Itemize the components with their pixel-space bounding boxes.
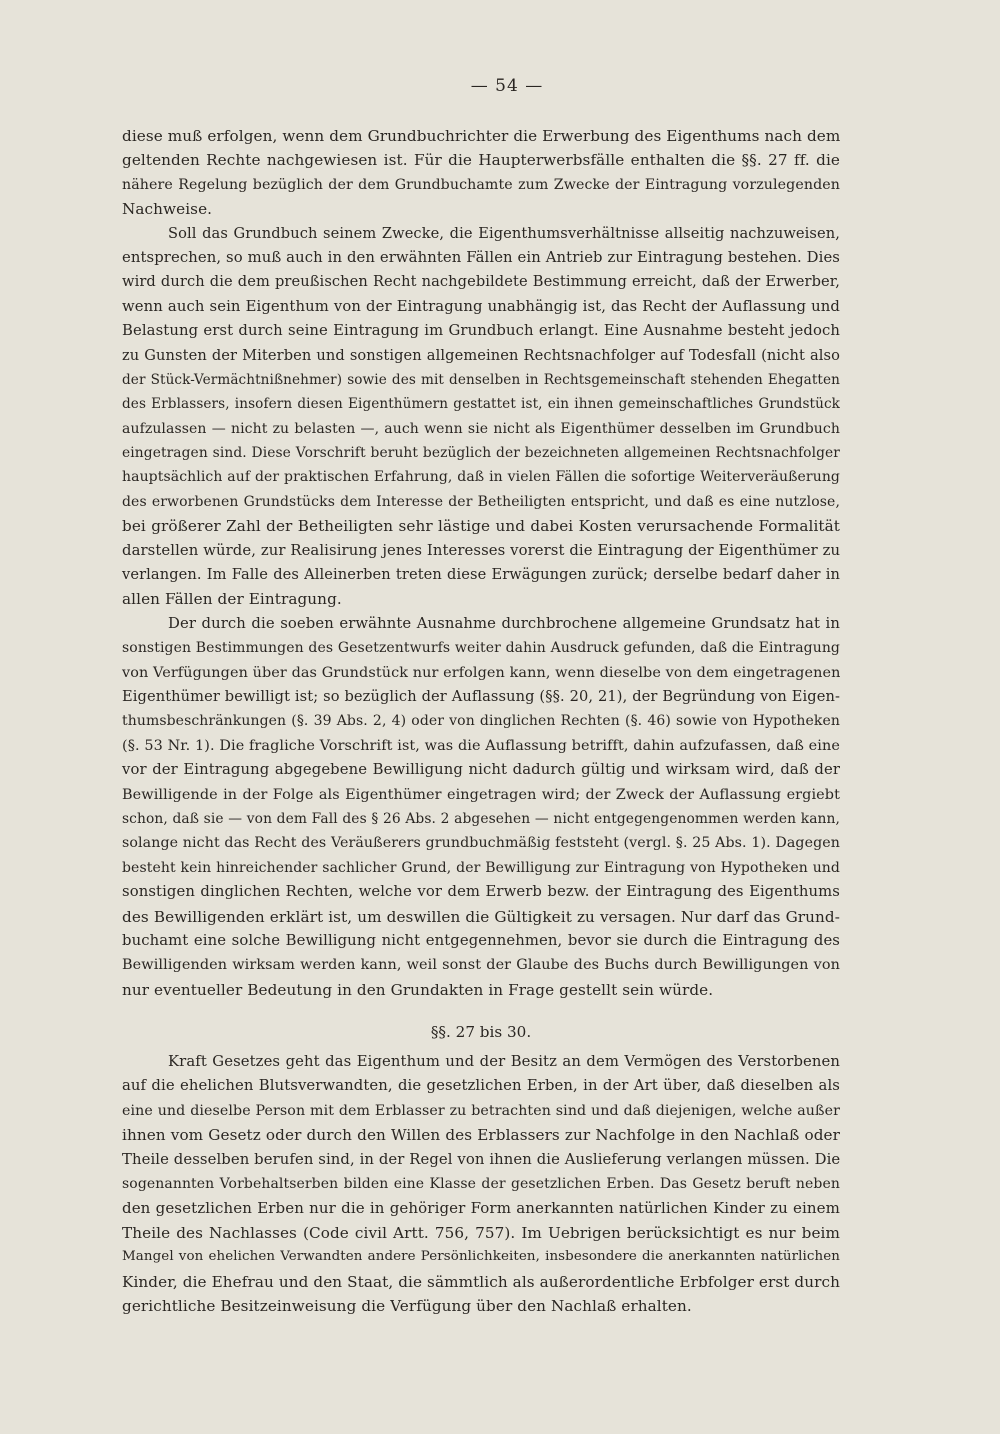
text-line: Eigenthümer bewilligt ist; so bezüglich der Auflassung (§§. 20, 21), der Begründung von Eigen-: [122, 687, 840, 705]
text-line: nähere Regelung bezüglich der dem Grundbuchamte zum Zwecke der Eintragung vorzulegenden: [122, 176, 840, 193]
page-number: — 54 —: [470, 76, 544, 96]
text-line: der Stück-Vermächtnißnehmer) sowie des mit denselben in Rechtsgemeinschaft stehenden Ehegatten: [122, 371, 840, 388]
text-line: des Bewilligenden erklärt ist, um deswillen die Gültigkeit zu versagen. Nur darf das Grund-: [122, 907, 840, 926]
paragraph-2: [122, 222, 840, 612]
text-line: bei größerer Zahl der Betheiligten sehr lästige und dabei Kosten verursachende Formalität: [122, 517, 840, 536]
text-line: diese muß erfolgen, wenn dem Grundbuchrichter die Erwerbung des Eigenthums nach dem: [122, 127, 841, 145]
paragraph-1: [122, 124, 840, 222]
text-line: verlangen. Im Falle des Alleinerben treten diese Erwägungen zurück; derselbe bedarf daher in: [122, 566, 840, 584]
text-line: besteht kein hinreichender sachlicher Grund, der Bewilligung zur Eintragung von Hypotheken und: [122, 859, 840, 876]
text-line: Mangel von ehelichen Verwandten andere Persönlichkeiten, insbesondere die anerkannten natürlichen: [122, 1249, 840, 1265]
text-line: Theile des Nachlasses (Code civil Artt. 756, 757). Im Uebrigen berücksichtigt es nur beim: [122, 1223, 840, 1242]
text-line: Theile desselben berufen sind, in der Regel von ihnen die Auslieferung verlangen müssen. Die: [122, 1150, 841, 1168]
text-line: thumsbeschränkungen (§. 39 Abs. 2, 4) oder von dinglichen Rechten (§. 46) sowie von Hypotheken: [122, 713, 840, 730]
paragraph-3: [122, 612, 840, 1002]
text-line: nur eventueller Bedeutung in den Grundakten in Frage gestellt sein würde.: [122, 980, 714, 999]
text-line: wenn auch sein Eigenthum von der Eintragung unabhängig ist, das Recht der Auflassung und: [122, 297, 840, 315]
text-line: eingetragen sind. Diese Vorschrift beruht bezüglich der bezeichneten allgemeinen Rechtsnachfolger: [122, 445, 840, 462]
text-line: sogenannten Vorbehaltserben bilden eine Klasse der gesetzlichen Erben. Das Gesetz beruft neben: [122, 1176, 840, 1193]
text-line: entsprechen, so muß auch in den erwähnten Fällen ein Antrieb zur Eintragung bestehen. Dies: [122, 248, 840, 266]
text-line: Kinder, die Ehefrau und den Staat, die sämmtlich als außerordentliche Erbfolger erst durch: [122, 1272, 840, 1291]
text-line: Nachweise.: [122, 200, 213, 219]
text-line: Bewilligende in der Folge als Eigenthümer eingetragen wird; der Zweck der Auflassung ergiebt: [122, 786, 840, 803]
text-line: eine und dieselbe Person mit dem Erblasser zu betrachten sind und daß diejenigen, welche außer: [122, 1102, 840, 1119]
text-line: darstellen würde, zur Realisirung jenes Interesses vorerst die Eintragung der Eigenthümer zu: [122, 541, 841, 559]
text-line: ihnen vom Gesetz oder durch den Willen des Erblassers zur Nachfolge in den Nachlaß oder: [122, 1126, 840, 1145]
text-line: auf die ehelichen Blutsverwandten, die gesetzlichen Erben, in der Art über, daß dieselben als: [122, 1077, 840, 1095]
text-line: buchamt eine solche Bewilligung nicht entgegennehmen, bevor sie durch die Eintragung des: [122, 931, 840, 949]
text-line: gerichtliche Besitzeinweisung die Verfügung über den Nachlaß erhalten.: [122, 1296, 692, 1315]
text-line: wird durch die dem preußischen Recht nachgebildete Bestimmung erreicht, daß der Erwerber,: [122, 273, 840, 291]
text-line: Bewilligenden wirksam werden kann, weil sonst der Glaube des Buchs durch Bewilligungen von: [122, 957, 840, 974]
text-line: vor der Eintragung abgegebene Bewilligung nicht dadurch gültig und wirksam wird, daß der: [122, 761, 840, 779]
body-text: [122, 124, 840, 1318]
text-line: solange nicht das Recht des Veräußerers grundbuchmäßig feststeht (vergl. §. 25 Abs. 1). Dagegen: [122, 835, 840, 852]
text-line: geltenden Rechte nachgewiesen ist. Für die Haupterwerbsfälle enthalten die §§. 27 ff. die: [122, 151, 840, 170]
text-line: Soll das Grundbuch seinem Zwecke, die Eigenthumsverhältnisse allseitig nachzuweisen,: [168, 224, 840, 242]
text-line: allen Fällen der Eintragung.: [122, 590, 342, 609]
text-line: Belastung erst durch seine Eintragung im Grundbuch erlangt. Eine Ausnahme besteht jedoch: [122, 322, 840, 340]
text-line: Der durch die soeben erwähnte Ausnahme durchbrochene allgemeine Grundsatz hat in: [168, 614, 840, 632]
text-line: aufzulassen — nicht zu belasten —, auch wenn sie nicht als Eigenthümer desselben im Grundbuch: [122, 420, 840, 437]
text-line: den gesetzlichen Erben nur die in gehöriger Form anerkannten natürlichen Kinder zu einem: [122, 1199, 840, 1218]
section-paragraph-1: [122, 1050, 840, 1318]
text-line: (§. 53 Nr. 1). Die fragliche Vorschrift ist, was die Auflassung betrifft, dahin aufzufassen, daß eine: [122, 737, 840, 754]
text-line: zu Gunsten der Miterben und sonstigen allgemeinen Rechtsnachfolger auf Todesfall (nicht also: [122, 346, 840, 364]
section-heading: §§. 27 bis 30.: [430, 1023, 532, 1042]
text-line: sonstigen Bestimmungen des Gesetzentwurfs weiter dahin Ausdruck gefunden, daß die Eintragung: [122, 640, 840, 657]
text-line: des erworbenen Grundstücks dem Interesse der Betheiligten entspricht, und daß es eine nutzlose,: [122, 493, 840, 510]
text-line: Kraft Gesetzes geht das Eigenthum und der Besitz an dem Vermögen des Verstorbenen: [168, 1053, 840, 1071]
text-line: sonstigen dinglichen Rechten, welche vor dem Erwerb bezw. der Eintragung des Eigenthums: [122, 883, 840, 901]
text-line: von Verfügungen über das Grundstück nur erfolgen kann, wenn dieselbe von dem eingetragenen: [122, 664, 841, 681]
text-line: des Erblassers, insofern diesen Eigenthümern gestattet ist, ein ihnen gemeinschaftliches Grundstück: [122, 396, 840, 413]
text-line: schon, daß sie — von dem Fall des § 26 Abs. 2 abgesehen — nicht entgegengenommen werden kann,: [122, 810, 840, 827]
text-line: hauptsächlich auf der praktischen Erfahrung, daß in vielen Fällen die sofortige Weiterveräußerung: [122, 469, 840, 486]
